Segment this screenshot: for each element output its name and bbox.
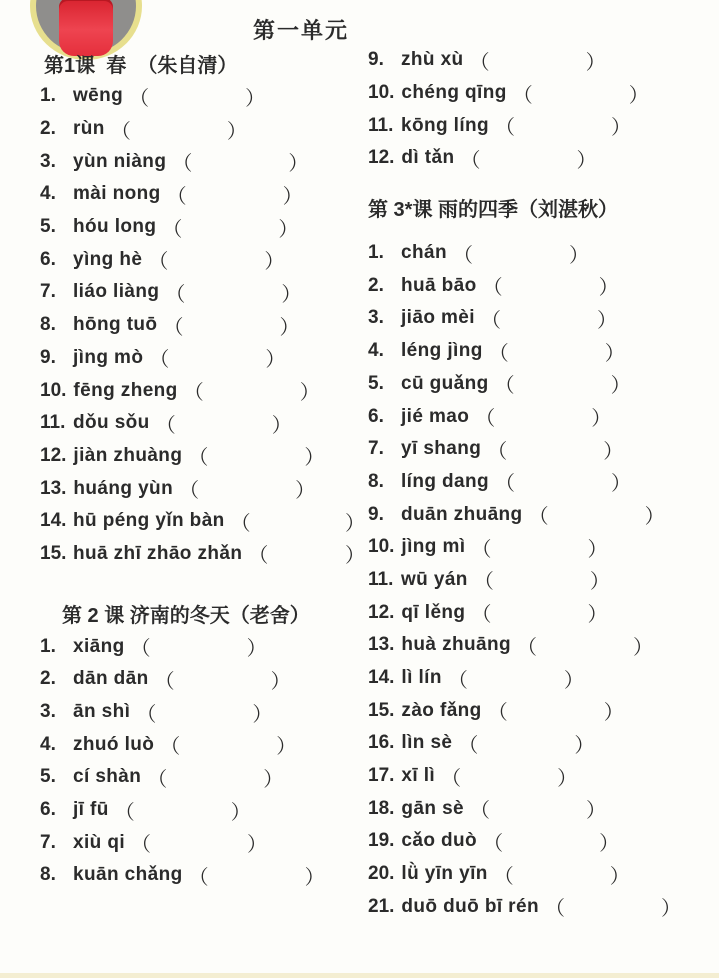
item-number: 14.: [368, 667, 395, 689]
word-item: [368, 694, 716, 727]
paren-close: ）: [604, 342, 625, 365]
item-number: 15.: [40, 542, 67, 564]
answer-blank: [501, 318, 597, 319]
item-pinyin: huáng yùn: [73, 477, 174, 499]
word-item: [368, 858, 716, 891]
item-pinyin: cǎo duò: [401, 830, 478, 852]
paren-close: ）: [598, 277, 619, 300]
paren-open: （: [248, 545, 269, 568]
word-item: [40, 178, 365, 211]
item-number: 2.: [40, 668, 56, 690]
item-number: 6.: [40, 799, 56, 821]
item-pinyin: liáo liàng: [73, 281, 160, 303]
paren-open: （: [136, 703, 157, 726]
paren-close: ）: [345, 512, 365, 535]
word-item: [40, 342, 365, 375]
paren-close: ）: [299, 382, 320, 405]
lesson-section: [368, 191, 716, 923]
answer-blank: [491, 612, 587, 613]
paren-close: ）: [585, 51, 606, 74]
item-number: 14.: [40, 510, 67, 532]
item-pinyin: hóu long: [73, 216, 157, 238]
answer-blank: [183, 325, 279, 326]
paren-open: （: [130, 638, 151, 661]
answer-blank: [509, 351, 605, 352]
paren-open: （: [162, 218, 183, 241]
item-number: 6.: [368, 405, 384, 427]
item-number: 15.: [368, 699, 395, 721]
paren-open: （: [188, 447, 209, 470]
answer-blank: [149, 96, 245, 97]
lesson-section: [368, 44, 716, 175]
item-pinyin: qī lěng: [401, 601, 466, 623]
paren-open: （: [149, 349, 170, 372]
paren-open: （: [188, 866, 209, 889]
item-pinyin: gān sè: [401, 797, 465, 819]
paren-open: （: [494, 375, 515, 398]
word-item: [368, 792, 716, 825]
word-item: [368, 269, 716, 302]
word-item: [40, 472, 365, 505]
item-pinyin: jiàn zhuàng: [73, 444, 183, 466]
word-item: [40, 80, 365, 113]
paren-close: ）: [278, 218, 299, 241]
paren-close: ）: [644, 506, 665, 529]
item-pinyin: jìng mì: [401, 536, 466, 558]
paren-open: （: [469, 51, 490, 74]
item-pinyin: kuān chǎng: [73, 864, 183, 886]
paren-open: （: [166, 185, 187, 208]
word-item: [40, 728, 365, 761]
word-item: [40, 696, 365, 729]
word-item: [40, 407, 365, 440]
word-item: [368, 142, 716, 175]
paren-close: ）: [226, 120, 247, 143]
word-item: [40, 309, 365, 342]
item-pinyin: cí shàn: [73, 766, 142, 788]
paren-close: ）: [279, 316, 300, 339]
answer-blank: [503, 285, 599, 286]
item-pinyin: lìn sè: [401, 732, 453, 754]
paren-open: （: [460, 149, 481, 172]
item-pinyin: chéng qīng: [401, 82, 507, 104]
paren-close: ）: [252, 703, 273, 726]
paren-close: ）: [230, 801, 251, 824]
answer-blank: [490, 60, 586, 61]
item-pinyin: hōng tuō: [73, 314, 158, 336]
item-pinyin: dān dān: [73, 668, 149, 690]
word-item: [368, 400, 716, 433]
item-number: 1.: [40, 635, 56, 657]
paren-open: （: [487, 440, 508, 463]
answer-blank: [268, 553, 345, 554]
paren-open: （: [441, 767, 462, 790]
paren-open: （: [183, 382, 204, 405]
item-number: 3.: [368, 307, 384, 329]
answer-blank: [507, 449, 603, 450]
answer-blank: [199, 488, 295, 489]
item-pinyin: dǒu sǒu: [73, 412, 150, 434]
paren-open: （: [516, 636, 537, 659]
item-pinyin: hū péng yǐn bàn: [73, 510, 225, 532]
word-item: [368, 44, 716, 77]
paren-open: （: [447, 669, 468, 692]
paren-close: ）: [632, 636, 653, 659]
word-item: [368, 629, 716, 662]
word-item: [368, 727, 716, 760]
paren-close: ）: [304, 447, 325, 470]
paren-open: （: [131, 834, 152, 857]
item-pinyin: lǜ yīn yīn: [401, 863, 488, 885]
answer-blank: [167, 777, 263, 778]
word-item: [40, 505, 365, 538]
word-item: [40, 440, 365, 473]
word-item: [40, 761, 365, 794]
paren-close: ）: [295, 480, 316, 503]
lesson-heading: 第 3*课 雨的四季（刘湛秋）: [368, 199, 619, 222]
paren-open: （: [179, 480, 200, 503]
lesson-heading: 第 2 课 济南的冬天（老舍）: [62, 604, 310, 627]
word-item: [40, 826, 365, 859]
page-bottom-edge: [0, 973, 719, 978]
paren-open: （: [544, 898, 565, 921]
item-number: 2.: [368, 274, 384, 296]
answer-blank: [514, 874, 610, 875]
answer-blank: [176, 423, 272, 424]
item-pinyin: huā bāo: [401, 274, 477, 296]
paren-close: ）: [587, 538, 608, 561]
word-item: [368, 498, 716, 531]
word-item: [40, 794, 365, 827]
paren-close: ）: [246, 638, 267, 661]
word-item: [368, 237, 716, 270]
paren-close: ）: [557, 767, 578, 790]
paren-open: （: [165, 283, 186, 306]
answer-blank: [151, 646, 247, 647]
item-number: 1.: [40, 85, 56, 107]
item-pinyin: huā zhī zhāo zhǎn: [73, 542, 243, 564]
answer-blank: [180, 744, 276, 745]
paren-open: （: [471, 604, 492, 627]
paren-open: （: [452, 244, 473, 267]
answer-blank: [533, 93, 629, 94]
paren-close: ）: [276, 736, 297, 759]
paren-close: ）: [628, 84, 649, 107]
item-number: 4.: [368, 340, 384, 362]
paren-open: （: [114, 801, 135, 824]
item-number: 5.: [368, 372, 384, 394]
answer-blank: [169, 357, 265, 358]
paren-open: （: [475, 408, 496, 431]
answer-blank: [508, 710, 604, 711]
paren-open: （: [172, 153, 193, 176]
answer-blank: [135, 810, 231, 811]
item-number: 7.: [368, 438, 384, 460]
paren-open: （: [495, 117, 516, 140]
item-number: 17.: [368, 765, 395, 787]
word-item: [368, 433, 716, 466]
paren-close: ）: [587, 604, 608, 627]
word-item: [40, 276, 365, 309]
item-pinyin: wū yán: [401, 568, 468, 590]
word-item: [368, 891, 716, 924]
item-number: 8.: [40, 314, 56, 336]
item-number: 16.: [368, 732, 395, 754]
paren-open: （: [512, 84, 533, 107]
paren-close: ）: [574, 734, 595, 757]
paren-open: （: [495, 473, 516, 496]
paren-close: ）: [603, 702, 624, 725]
item-pinyin: jī fū: [73, 799, 109, 821]
word-item: [40, 211, 365, 244]
item-number: 10.: [368, 536, 395, 558]
answer-blank: [494, 579, 590, 580]
lesson-section: [40, 596, 365, 892]
paren-open: （: [160, 736, 181, 759]
paren-close: ）: [264, 251, 285, 274]
answer-blank: [481, 158, 577, 159]
left-column: [40, 46, 365, 892]
answer-blank: [515, 481, 611, 482]
word-item: [368, 596, 716, 629]
item-number: 9.: [368, 49, 384, 71]
item-number: 6.: [40, 248, 56, 270]
word-item: [368, 109, 716, 142]
answer-blank: [175, 679, 271, 680]
paren-open: （: [129, 87, 150, 110]
paren-close: ）: [599, 832, 620, 855]
item-pinyin: jìng mò: [73, 346, 144, 368]
item-pinyin: jiāo mèi: [401, 307, 475, 329]
paren-close: ）: [270, 670, 291, 693]
paren-open: （: [487, 702, 508, 725]
paren-close: ）: [265, 349, 286, 372]
paren-open: （: [470, 800, 491, 823]
item-number: 11.: [40, 412, 66, 434]
item-pinyin: zhuó luò: [73, 733, 155, 755]
paren-close: ）: [610, 375, 631, 398]
answer-blank: [208, 455, 304, 456]
word-item: [40, 630, 365, 663]
answer-blank: [151, 842, 247, 843]
word-item: [368, 302, 716, 335]
item-pinyin: huà zhuāng: [401, 634, 511, 656]
item-pinyin: kōng líng: [401, 114, 490, 136]
item-pinyin: ān shì: [73, 701, 131, 723]
answer-blank: [565, 906, 661, 907]
item-pinyin: xiù qi: [73, 831, 126, 853]
paren-close: ）: [247, 834, 268, 857]
paren-close: ）: [611, 117, 632, 140]
answer-blank: [495, 416, 591, 417]
item-number: 11.: [368, 114, 394, 136]
answer-blank: [468, 678, 564, 679]
item-number: 7.: [40, 831, 56, 853]
item-pinyin: líng dang: [401, 470, 490, 492]
item-pinyin: lì lín: [401, 667, 442, 689]
item-pinyin: duān zhuāng: [401, 503, 523, 525]
paren-open: （: [147, 768, 168, 791]
item-pinyin: dì tǎn: [401, 147, 455, 169]
paren-open: （: [480, 309, 501, 332]
word-item: [368, 466, 716, 499]
answer-blank: [182, 227, 278, 228]
paren-open: （: [471, 538, 492, 561]
paren-open: （: [483, 832, 504, 855]
item-number: 12.: [368, 147, 395, 169]
paren-open: （: [493, 865, 514, 888]
item-number: 10.: [368, 82, 395, 104]
paren-close: ）: [563, 669, 584, 692]
item-pinyin: chán: [401, 242, 447, 264]
lesson-section: [40, 46, 365, 570]
item-number: 13.: [368, 634, 395, 656]
paren-close: ）: [282, 185, 303, 208]
item-number: 13.: [40, 477, 67, 499]
item-pinyin: zhù xù: [401, 49, 464, 71]
word-item: [40, 859, 365, 892]
answer-blank: [187, 194, 283, 195]
paren-close: ）: [304, 866, 325, 889]
item-number: 19.: [368, 830, 395, 852]
paren-open: （: [482, 277, 503, 300]
item-pinyin: jié mao: [401, 405, 470, 427]
answer-blank: [168, 259, 264, 260]
word-item: [368, 335, 716, 368]
paren-close: ）: [591, 408, 612, 431]
word-item: [368, 531, 716, 564]
answer-blank: [204, 390, 300, 391]
item-number: 9.: [368, 503, 384, 525]
answer-blank: [192, 161, 288, 162]
item-pinyin: duō duō bī rén: [401, 895, 539, 917]
paren-open: （: [148, 251, 169, 274]
paren-close: ）: [586, 800, 607, 823]
item-number: 4.: [40, 183, 56, 205]
right-column: [368, 44, 716, 923]
answer-blank: [537, 645, 633, 646]
item-number: 12.: [40, 444, 67, 466]
paren-open: （: [528, 506, 549, 529]
paren-close: ）: [576, 149, 597, 172]
answer-blank: [515, 383, 611, 384]
paren-open: （: [155, 414, 176, 437]
item-pinyin: mài nong: [73, 183, 161, 205]
item-number: 7.: [40, 281, 56, 303]
word-item: [40, 663, 365, 696]
answer-blank: [461, 776, 557, 777]
answer-blank: [473, 253, 569, 254]
word-item: [368, 825, 716, 858]
answer-blank: [490, 808, 586, 809]
item-pinyin: yī shang: [401, 438, 482, 460]
item-number: 1.: [368, 242, 384, 264]
word-item: [368, 368, 716, 401]
item-pinyin: rùn: [73, 118, 105, 140]
item-number: 21.: [368, 895, 395, 917]
paren-open: （: [110, 120, 131, 143]
answer-blank: [131, 129, 227, 130]
item-pinyin: xiāng: [73, 635, 125, 657]
item-pinyin: yìng hè: [73, 248, 143, 270]
item-number: 18.: [368, 797, 395, 819]
answer-blank: [251, 521, 345, 522]
word-item: [40, 374, 365, 407]
paren-open: （: [154, 670, 175, 693]
item-pinyin: léng jìng: [401, 340, 483, 362]
answer-blank: [185, 292, 281, 293]
word-item: [368, 760, 716, 793]
word-item: [40, 538, 365, 571]
paren-close: ）: [589, 571, 610, 594]
answer-blank: [491, 547, 587, 548]
item-number: 3.: [40, 701, 56, 723]
paren-open: （: [458, 734, 479, 757]
word-item: [40, 113, 365, 146]
paren-close: ）: [568, 244, 589, 267]
item-number: 11.: [368, 568, 394, 590]
answer-blank: [156, 712, 252, 713]
item-pinyin: yùn niàng: [73, 150, 167, 172]
item-number: 3.: [40, 150, 56, 172]
paren-close: ）: [596, 309, 617, 332]
word-item: [368, 564, 716, 597]
paren-open: （: [488, 342, 509, 365]
paren-open: （: [473, 571, 494, 594]
item-number: 12.: [368, 601, 395, 623]
item-number: 2.: [40, 118, 56, 140]
paren-close: ）: [271, 414, 292, 437]
paren-open: （: [230, 512, 251, 535]
item-pinyin: fēng zheng: [73, 379, 178, 401]
item-pinyin: zào fǎng: [401, 699, 482, 721]
item-pinyin: wēng: [73, 85, 124, 107]
unit-title: 第一单元: [253, 18, 350, 43]
answer-blank: [503, 841, 599, 842]
paren-close: ）: [345, 545, 365, 568]
item-number: 4.: [40, 733, 56, 755]
answer-blank: [515, 125, 611, 126]
paren-close: ）: [603, 440, 624, 463]
paren-close: ）: [609, 865, 630, 888]
word-item: [40, 145, 365, 178]
answer-blank: [549, 514, 645, 515]
item-pinyin: cū guǎng: [401, 372, 489, 394]
item-number: 20.: [368, 863, 395, 885]
item-number: 10.: [40, 379, 67, 401]
paren-close: ）: [611, 473, 632, 496]
lesson-heading: 第1课 春 （朱自清）: [44, 54, 238, 77]
paren-close: ）: [263, 768, 284, 791]
paren-open: （: [163, 316, 184, 339]
paren-close: ）: [245, 87, 266, 110]
item-number: 5.: [40, 766, 56, 788]
item-number: 5.: [40, 216, 56, 238]
paren-close: ）: [281, 283, 302, 306]
item-number: 9.: [40, 346, 56, 368]
item-number: 8.: [40, 864, 56, 886]
word-item: [368, 77, 716, 110]
answer-blank: [478, 743, 574, 744]
item-number: 8.: [368, 470, 384, 492]
word-item: [40, 243, 365, 276]
item-pinyin: xī lì: [401, 765, 436, 787]
answer-blank: [209, 875, 305, 876]
word-item: [368, 662, 716, 695]
paren-close: ）: [288, 153, 309, 176]
paren-close: ）: [660, 898, 681, 921]
